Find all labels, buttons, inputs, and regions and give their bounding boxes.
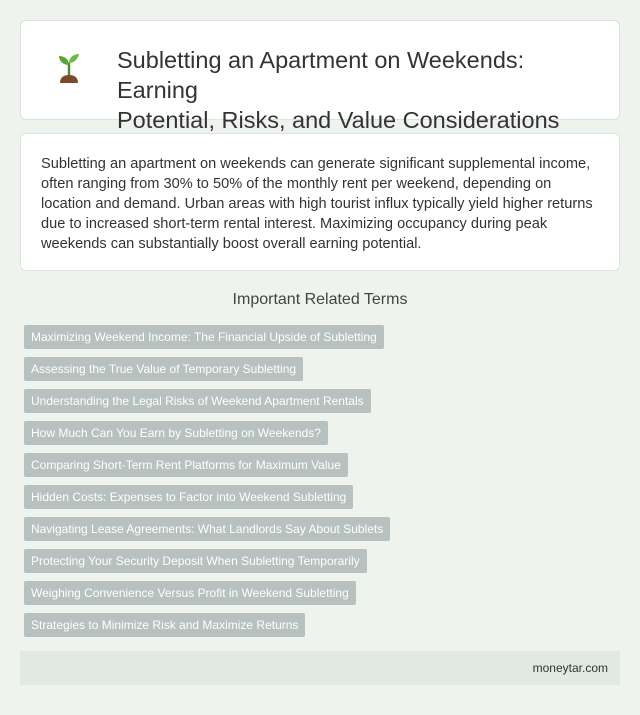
page-title-line-1: Subletting an Apartment on Weekends: Earning: [117, 47, 525, 103]
related-term-tag[interactable]: Strategies to Minimize Risk and Maximize Returns: [24, 613, 305, 637]
related-term: [24, 581, 620, 605]
related-term-tag[interactable]: Protecting Your Security Deposit When Subletting Temporarily: [24, 549, 367, 573]
related-term-tag[interactable]: Hidden Costs: Expenses to Factor into Weekend Subletting: [24, 485, 353, 509]
sprout-icon: [49, 49, 89, 89]
related-terms-list: [24, 325, 620, 645]
summary-text: Subletting an apartment on weekends can generate significant supplemental income, often ranging from 30% to 50% of the monthly rent per weekend, depending on location and demand. Urban areas with high tourist influx typically yield higher returns due to increased short-term rental interest. Maximizing occupancy during peak weekends can substantially boost overall earning potential.: [41, 156, 593, 252]
related-term: [24, 389, 620, 413]
related-term: [24, 325, 620, 349]
related-term-tag[interactable]: Comparing Short-Term Rent Platforms for Maximum Value: [24, 453, 348, 477]
related-term: [24, 357, 620, 381]
related-term-tag[interactable]: Understanding the Legal Risks of Weekend Apartment Rentals: [24, 389, 371, 413]
page-title: [117, 45, 601, 135]
footer-site-link[interactable]: moneytar.com: [532, 661, 608, 675]
page-title-line-2: Potential, Risks, and Value Considerations: [117, 107, 560, 133]
header-card: [20, 20, 620, 133]
footer: [20, 651, 620, 685]
related-term-tag[interactable]: Maximizing Weekend Income: The Financial Upside of Subletting: [24, 325, 384, 349]
related-term: [24, 613, 620, 637]
summary-card: [20, 133, 620, 271]
related-term-tag[interactable]: How Much Can You Earn by Subletting on Weekends?: [24, 421, 328, 445]
related-term: [24, 421, 620, 445]
related-term-tag[interactable]: Navigating Lease Agreements: What Landlords Say About Sublets: [24, 517, 390, 541]
related-term-tag[interactable]: Assessing the True Value of Temporary Subletting: [24, 357, 303, 381]
related-term: [24, 549, 620, 573]
related-terms-heading: Important Related Terms: [232, 291, 408, 308]
related-term: [24, 517, 620, 541]
related-term: [24, 453, 620, 477]
related-term-tag[interactable]: Weighing Convenience Versus Profit in Weekend Subletting: [24, 581, 356, 605]
related-term: [24, 485, 620, 509]
